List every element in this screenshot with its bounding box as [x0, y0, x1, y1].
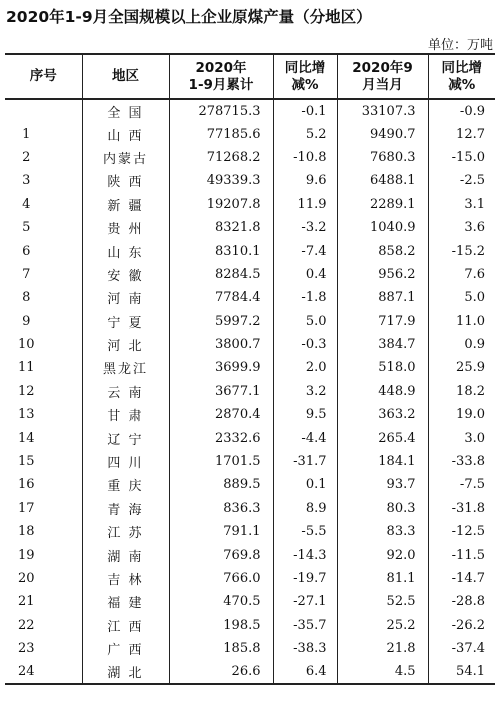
table-row — [5, 637, 495, 660]
row-cumulative-yoy: 6.4 — [273, 660, 337, 683]
row-month-yoy: -12.5 — [428, 520, 495, 543]
row-cumulative-yoy: 9.5 — [273, 403, 337, 426]
row-cumulative: 889.5 — [169, 473, 273, 496]
row-month: 265.4 — [337, 426, 428, 449]
row-month: 858.2 — [337, 239, 428, 262]
row-index: 24 — [5, 660, 82, 683]
row-index: 4 — [5, 193, 82, 216]
row-region: 贵 州 — [82, 216, 169, 239]
table-row — [5, 497, 495, 520]
row-index: 5 — [5, 216, 82, 239]
row-month: 1040.9 — [337, 216, 428, 239]
row-cumulative-yoy: -7.4 — [273, 239, 337, 262]
table-row — [5, 520, 495, 543]
row-cumulative: 2332.6 — [169, 426, 273, 449]
table-header-row — [5, 54, 495, 99]
row-month-yoy: -15.2 — [428, 239, 495, 262]
row-month-yoy: 18.2 — [428, 380, 495, 403]
row-month-yoy: 12.7 — [428, 122, 495, 145]
row-index: 23 — [5, 637, 82, 660]
row-month: 6488.1 — [337, 169, 428, 192]
row-cumulative-yoy: 0.4 — [273, 263, 337, 286]
row-cumulative: 19207.8 — [169, 193, 273, 216]
production-table — [5, 53, 495, 685]
row-index — [5, 99, 82, 122]
table-row — [5, 614, 495, 637]
row-month-yoy: -31.8 — [428, 497, 495, 520]
row-month: 384.7 — [337, 333, 428, 356]
row-region: 湖 北 — [82, 660, 169, 683]
row-cumulative-yoy: -3.2 — [273, 216, 337, 239]
row-cumulative-yoy: -14.3 — [273, 543, 337, 566]
row-month-yoy: 25.9 — [428, 356, 495, 379]
row-cumulative: 5997.2 — [169, 310, 273, 333]
row-cumulative: 49339.3 — [169, 169, 273, 192]
row-cumulative-yoy: 2.0 — [273, 356, 337, 379]
row-month-yoy: -28.8 — [428, 590, 495, 613]
row-region: 新 疆 — [82, 193, 169, 216]
row-month: 4.5 — [337, 660, 428, 683]
row-cumulative: 769.8 — [169, 543, 273, 566]
row-cumulative: 185.8 — [169, 637, 273, 660]
table-row — [5, 426, 495, 449]
row-index: 2 — [5, 146, 82, 169]
row-cumulative-yoy: -31.7 — [273, 450, 337, 473]
row-month-yoy: 11.0 — [428, 310, 495, 333]
row-cumulative-yoy: -5.5 — [273, 520, 337, 543]
row-region: 云 南 — [82, 380, 169, 403]
row-month: 33107.3 — [337, 99, 428, 122]
row-month: 21.8 — [337, 637, 428, 660]
row-cumulative-yoy: 11.9 — [273, 193, 337, 216]
row-month: 2289.1 — [337, 193, 428, 216]
table-row — [5, 333, 495, 356]
row-month: 363.2 — [337, 403, 428, 426]
table-row — [5, 99, 495, 122]
row-cumulative: 7784.4 — [169, 286, 273, 309]
row-cumulative: 1701.5 — [169, 450, 273, 473]
row-cumulative-yoy: -10.8 — [273, 146, 337, 169]
row-region: 湖 南 — [82, 543, 169, 566]
row-month-yoy: 19.0 — [428, 403, 495, 426]
row-cumulative-yoy: -19.7 — [273, 567, 337, 590]
row-month-yoy: 54.1 — [428, 660, 495, 683]
table-row — [5, 216, 495, 239]
row-cumulative: 8284.5 — [169, 263, 273, 286]
row-index: 6 — [5, 239, 82, 262]
row-index: 16 — [5, 473, 82, 496]
row-index: 11 — [5, 356, 82, 379]
header-cumulative: 2020年 1-9月累计 — [169, 54, 273, 99]
row-index: 14 — [5, 426, 82, 449]
row-index: 12 — [5, 380, 82, 403]
row-region: 重 庆 — [82, 473, 169, 496]
row-month-yoy: -0.9 — [428, 99, 495, 122]
row-index: 15 — [5, 450, 82, 473]
row-cumulative: 198.5 — [169, 614, 273, 637]
row-month-yoy: -7.5 — [428, 473, 495, 496]
row-index: 7 — [5, 263, 82, 286]
row-region: 四 川 — [82, 450, 169, 473]
row-cumulative-yoy: 9.6 — [273, 169, 337, 192]
row-index: 18 — [5, 520, 82, 543]
table-row — [5, 193, 495, 216]
row-index: 13 — [5, 403, 82, 426]
table-row — [5, 590, 495, 613]
row-month: 80.3 — [337, 497, 428, 520]
row-month: 717.9 — [337, 310, 428, 333]
table-row — [5, 169, 495, 192]
row-region: 山 东 — [82, 239, 169, 262]
table-row — [5, 567, 495, 590]
row-region: 甘 肃 — [82, 403, 169, 426]
row-region: 全 国 — [82, 99, 169, 122]
row-month-yoy: 3.6 — [428, 216, 495, 239]
table-row — [5, 450, 495, 473]
row-month-yoy: -15.0 — [428, 146, 495, 169]
row-month: 25.2 — [337, 614, 428, 637]
table-row — [5, 263, 495, 286]
table-row — [5, 543, 495, 566]
row-cumulative-yoy: -0.1 — [273, 99, 337, 122]
row-cumulative: 8321.8 — [169, 216, 273, 239]
row-cumulative: 278715.3 — [169, 99, 273, 122]
row-month-yoy: 0.9 — [428, 333, 495, 356]
row-month: 448.9 — [337, 380, 428, 403]
row-index: 17 — [5, 497, 82, 520]
row-region: 河 北 — [82, 333, 169, 356]
row-region: 吉 林 — [82, 567, 169, 590]
row-region: 江 西 — [82, 614, 169, 637]
row-month: 83.3 — [337, 520, 428, 543]
row-index: 9 — [5, 310, 82, 333]
header-cumulative-yoy: 同比增 减% — [273, 54, 337, 99]
row-cumulative: 26.6 — [169, 660, 273, 683]
table-row — [5, 239, 495, 262]
table-row — [5, 660, 495, 683]
row-cumulative: 3800.7 — [169, 333, 273, 356]
row-cumulative: 3677.1 — [169, 380, 273, 403]
row-month: 184.1 — [337, 450, 428, 473]
row-region: 广 西 — [82, 637, 169, 660]
table-row — [5, 356, 495, 379]
table-row — [5, 122, 495, 145]
table-body — [5, 99, 495, 684]
page-title: 2020年1-9月全国规模以上企业原煤产量（分地区） — [6, 8, 372, 26]
header-index: 序号 — [5, 54, 82, 99]
row-month-yoy: -26.2 — [428, 614, 495, 637]
row-region: 福 建 — [82, 590, 169, 613]
row-region: 江 苏 — [82, 520, 169, 543]
row-index: 8 — [5, 286, 82, 309]
row-region: 内蒙古 — [82, 146, 169, 169]
row-cumulative: 836.3 — [169, 497, 273, 520]
row-index: 1 — [5, 122, 82, 145]
row-cumulative: 8310.1 — [169, 239, 273, 262]
table-row — [5, 403, 495, 426]
header-month-yoy: 同比增 减% — [428, 54, 495, 99]
row-cumulative: 3699.9 — [169, 356, 273, 379]
row-cumulative-yoy: -27.1 — [273, 590, 337, 613]
row-cumulative-yoy: 5.0 — [273, 310, 337, 333]
row-index: 10 — [5, 333, 82, 356]
row-month-yoy: 3.0 — [428, 426, 495, 449]
row-index: 3 — [5, 169, 82, 192]
row-month-yoy: -33.8 — [428, 450, 495, 473]
row-region: 黑龙江 — [82, 356, 169, 379]
row-cumulative: 766.0 — [169, 567, 273, 590]
row-region: 辽 宁 — [82, 426, 169, 449]
row-month: 887.1 — [337, 286, 428, 309]
row-region: 安 徽 — [82, 263, 169, 286]
row-month: 956.2 — [337, 263, 428, 286]
row-cumulative: 2870.4 — [169, 403, 273, 426]
table-row — [5, 473, 495, 496]
table-row — [5, 146, 495, 169]
row-cumulative-yoy: -0.3 — [273, 333, 337, 356]
row-cumulative: 791.1 — [169, 520, 273, 543]
row-month-yoy: -37.4 — [428, 637, 495, 660]
row-month: 93.7 — [337, 473, 428, 496]
row-month: 7680.3 — [337, 146, 428, 169]
row-cumulative-yoy: -1.8 — [273, 286, 337, 309]
row-month: 9490.7 — [337, 122, 428, 145]
row-region: 青 海 — [82, 497, 169, 520]
row-cumulative: 77185.6 — [169, 122, 273, 145]
row-cumulative-yoy: 5.2 — [273, 122, 337, 145]
table-row — [5, 380, 495, 403]
row-cumulative: 470.5 — [169, 590, 273, 613]
row-month: 52.5 — [337, 590, 428, 613]
row-month: 92.0 — [337, 543, 428, 566]
header-month: 2020年9 月当月 — [337, 54, 428, 99]
row-cumulative-yoy: -38.3 — [273, 637, 337, 660]
row-cumulative-yoy: 8.9 — [273, 497, 337, 520]
unit-label: 单位：万吨 — [427, 38, 493, 53]
row-region: 宁 夏 — [82, 310, 169, 333]
row-region: 陕 西 — [82, 169, 169, 192]
row-month-yoy: -11.5 — [428, 543, 495, 566]
row-region: 河 南 — [82, 286, 169, 309]
row-month-yoy: 7.6 — [428, 263, 495, 286]
row-cumulative-yoy: -35.7 — [273, 614, 337, 637]
row-month-yoy: 3.1 — [428, 193, 495, 216]
row-month: 81.1 — [337, 567, 428, 590]
table-row — [5, 286, 495, 309]
row-index: 19 — [5, 543, 82, 566]
row-index: 22 — [5, 614, 82, 637]
row-cumulative-yoy: -4.4 — [273, 426, 337, 449]
row-month-yoy: 5.0 — [428, 286, 495, 309]
row-month-yoy: -14.7 — [428, 567, 495, 590]
row-cumulative-yoy: 3.2 — [273, 380, 337, 403]
row-cumulative-yoy: 0.1 — [273, 473, 337, 496]
row-index: 20 — [5, 567, 82, 590]
row-cumulative: 71268.2 — [169, 146, 273, 169]
row-month-yoy: -2.5 — [428, 169, 495, 192]
row-region: 山 西 — [82, 122, 169, 145]
row-month: 518.0 — [337, 356, 428, 379]
header-region: 地区 — [82, 54, 169, 99]
row-index: 21 — [5, 590, 82, 613]
table-row — [5, 310, 495, 333]
